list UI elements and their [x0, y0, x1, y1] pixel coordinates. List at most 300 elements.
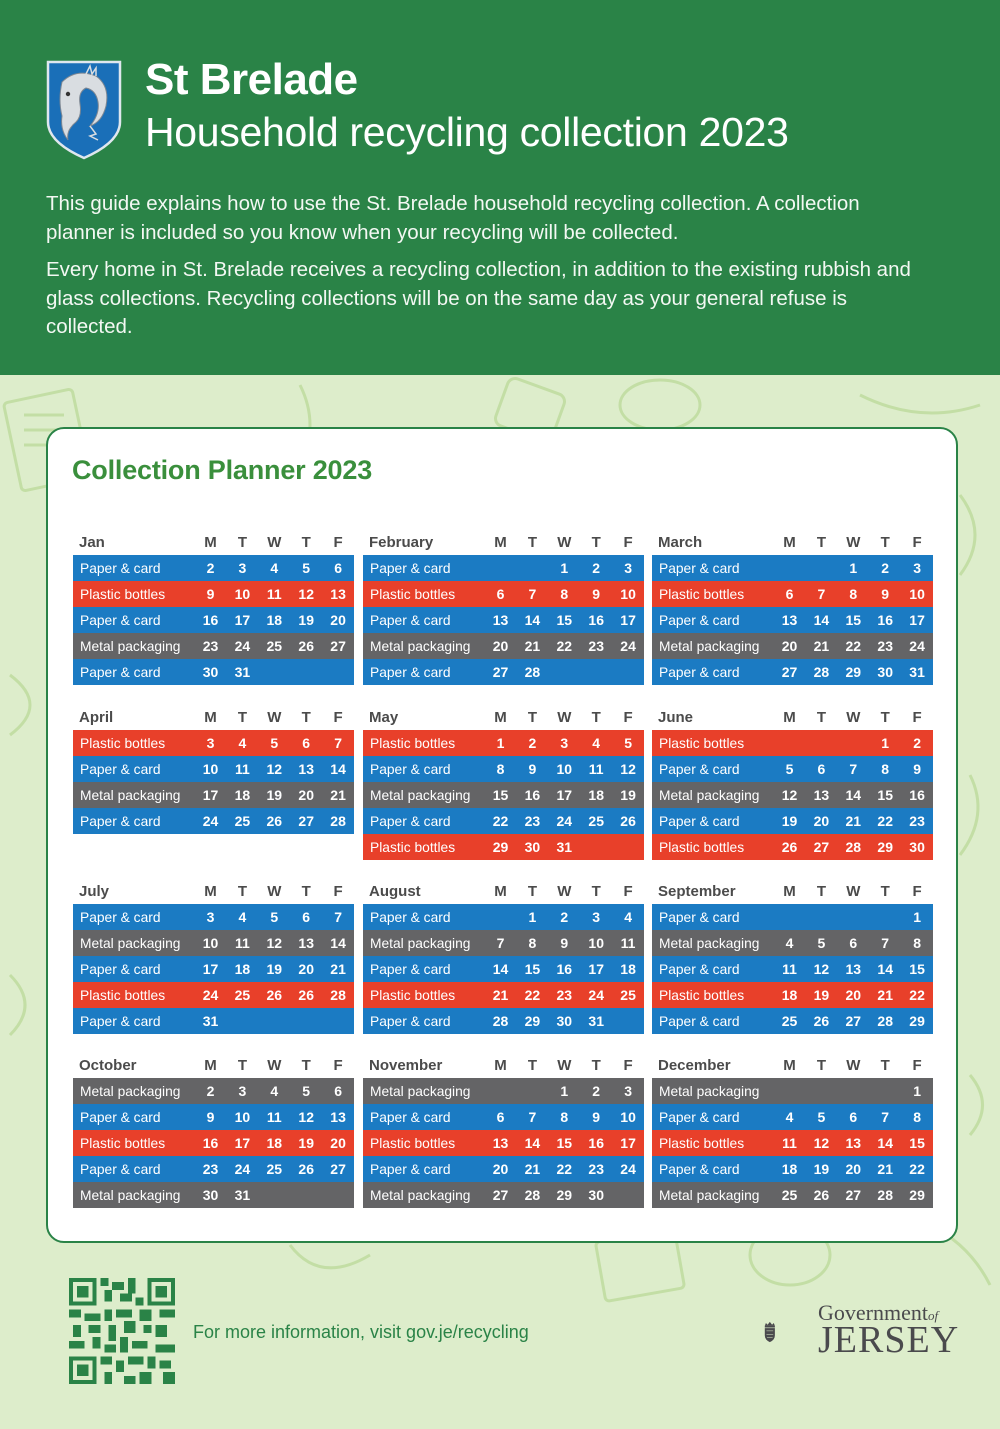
day-cell: 7 [496, 935, 505, 951]
day-cell: 11 [588, 761, 604, 777]
weekday-header: F [333, 533, 343, 551]
day-cell: 1 [913, 1083, 921, 1099]
day-cell: 9 [560, 935, 569, 951]
day-cell: 30 [202, 664, 219, 680]
weekday-header: M [783, 1056, 796, 1074]
collection-type-label: Plastic bottles [659, 1135, 745, 1151]
day-cell: 2 [592, 560, 601, 576]
collection-week-row [363, 607, 644, 633]
weekday-header: W [846, 1056, 861, 1074]
government-of-jersey-crest-icon [762, 1292, 818, 1372]
day-cell: 16 [877, 612, 893, 628]
collection-type-label: Plastic bottles [659, 735, 745, 751]
collection-week-row [652, 756, 933, 782]
collection-type-label: Paper & card [370, 961, 451, 977]
day-cell: 19 [298, 1135, 314, 1151]
day-cell: 5 [302, 560, 311, 576]
weekday-header: F [333, 882, 343, 900]
collection-type-label: Paper & card [370, 664, 451, 680]
day-cell: 9 [206, 1109, 215, 1125]
collection-week-row [652, 1130, 933, 1156]
day-cell: 6 [496, 586, 505, 602]
day-cell: 18 [781, 1161, 798, 1177]
day-cell: 9 [592, 586, 601, 602]
weekday-header: T [816, 708, 826, 726]
day-cell: 6 [849, 1109, 858, 1125]
day-cell: 28 [524, 664, 541, 680]
collection-week-row [652, 607, 933, 633]
month-november [363, 1052, 644, 1208]
weekday-header: M [494, 1056, 507, 1074]
day-cell: 26 [813, 1013, 830, 1029]
day-cell: 16 [588, 612, 604, 628]
weekday-header: W [846, 708, 861, 726]
collection-week-row [652, 730, 933, 756]
collection-type-label: Paper & card [370, 909, 451, 925]
collection-type-label: Plastic bottles [370, 1135, 456, 1151]
weekday-header: F [623, 1056, 633, 1074]
collection-type-label: Paper & card [80, 1013, 161, 1029]
day-cell: 10 [620, 586, 636, 602]
day-cell: 14 [877, 1135, 893, 1151]
collection-type-label: Plastic bottles [370, 987, 456, 1003]
day-cell: 14 [492, 961, 509, 977]
collection-type-label: Metal packaging [80, 935, 181, 951]
collection-week-row [363, 756, 644, 782]
day-cell: 20 [492, 1161, 509, 1177]
day-cell: 28 [877, 1187, 893, 1203]
day-cell: 14 [330, 935, 346, 951]
day-cell: 1 [496, 735, 505, 751]
collection-type-label: Paper & card [370, 560, 451, 576]
month-name: Jan [79, 533, 105, 551]
collection-week-row [73, 982, 354, 1008]
weekday-header: T [880, 533, 890, 551]
collection-type-label: Metal packaging [80, 1083, 181, 1099]
month-header [73, 1052, 354, 1078]
collection-type-label: Paper & card [659, 1161, 740, 1177]
day-cell: 11 [620, 935, 636, 951]
collection-week-row [73, 1008, 354, 1034]
weekday-header: T [880, 1056, 890, 1074]
month-header [363, 704, 644, 730]
collection-week-row [73, 782, 354, 808]
day-cell: 15 [556, 612, 573, 628]
day-cell: 25 [588, 813, 604, 829]
day-cell: 18 [781, 987, 798, 1003]
day-cell: 22 [556, 1161, 573, 1177]
collection-week-row [73, 1104, 354, 1130]
gov-logo-of: of [927, 1308, 939, 1323]
weekday-header: T [301, 882, 311, 900]
day-cell: 12 [298, 1109, 314, 1125]
day-cell: 10 [620, 1109, 636, 1125]
day-cell: 19 [266, 961, 283, 977]
day-cell: 9 [881, 586, 890, 602]
weekday-header: W [846, 533, 861, 551]
day-cell: 6 [302, 735, 311, 751]
qr-code-icon[interactable] [68, 1278, 176, 1384]
month-october [73, 1052, 354, 1208]
day-cell: 2 [206, 560, 215, 576]
day-cell: 29 [556, 1187, 573, 1203]
day-cell: 19 [813, 987, 830, 1003]
collection-week-row [652, 782, 933, 808]
collection-type-label: Paper & card [370, 761, 451, 777]
month-name: October [79, 1056, 137, 1074]
collection-week-row [652, 1104, 933, 1130]
day-cell: 28 [330, 987, 346, 1003]
collection-week-row [652, 1156, 933, 1182]
collection-week-row [73, 808, 354, 834]
day-cell: 29 [909, 1187, 925, 1203]
collection-type-label: Paper & card [80, 813, 161, 829]
collection-type-label: Paper & card [80, 560, 161, 576]
day-cell: 24 [588, 987, 604, 1003]
day-cell: 31 [234, 1187, 251, 1203]
day-cell: 12 [266, 761, 283, 777]
collection-week-row [363, 1078, 644, 1104]
collection-type-label: Paper & card [370, 1161, 451, 1177]
collection-type-label: Plastic bottles [80, 987, 166, 1003]
collection-week-row [363, 1130, 644, 1156]
day-cell: 21 [524, 1161, 541, 1177]
day-cell: 19 [781, 813, 798, 829]
day-cell: 1 [881, 735, 890, 751]
weekday-header: F [623, 882, 633, 900]
day-cell: 4 [592, 735, 601, 751]
weekday-header: T [527, 1056, 537, 1074]
day-cell: 1 [560, 560, 569, 576]
collection-week-row [73, 1078, 354, 1104]
day-cell: 30 [909, 839, 925, 855]
gov-logo-government: Government [818, 1300, 928, 1325]
weekday-header: F [333, 708, 343, 726]
day-cell: 17 [234, 1135, 251, 1151]
day-cell: 28 [330, 813, 346, 829]
weekday-header: W [557, 708, 572, 726]
day-cell: 4 [238, 735, 247, 751]
day-cell: 3 [206, 909, 215, 925]
day-cell: 27 [845, 1013, 862, 1029]
day-cell: 25 [234, 813, 251, 829]
day-cell: 18 [234, 787, 251, 803]
day-cell: 23 [202, 638, 219, 654]
collection-type-label: Paper & card [370, 813, 451, 829]
day-cell: 27 [781, 664, 798, 680]
collection-type-label: Paper & card [659, 909, 740, 925]
day-cell: 20 [330, 1135, 346, 1151]
month-august [363, 878, 644, 1034]
day-cell: 10 [202, 935, 219, 951]
day-cell: 26 [298, 987, 314, 1003]
day-cell: 4 [785, 1109, 794, 1125]
collection-week-row [73, 1182, 354, 1208]
day-cell: 4 [238, 909, 247, 925]
collection-type-label: Paper & card [659, 961, 740, 977]
weekday-header: T [301, 1056, 311, 1074]
day-cell: 18 [234, 961, 251, 977]
month-header [363, 1052, 644, 1078]
day-cell: 5 [624, 735, 632, 751]
day-cell: 10 [234, 1109, 251, 1125]
month-name: June [658, 708, 694, 726]
collection-week-row [73, 633, 354, 659]
day-cell: 15 [845, 612, 862, 628]
day-cell: 11 [266, 1109, 282, 1125]
gov-logo-line2: JERSEY [818, 1319, 960, 1361]
collection-week-row [652, 930, 933, 956]
day-cell: 22 [492, 813, 509, 829]
day-cell: 20 [845, 1161, 862, 1177]
day-cell: 26 [298, 1161, 314, 1177]
month-header [652, 878, 933, 904]
day-cell: 1 [849, 560, 858, 576]
collection-week-row [363, 808, 644, 834]
day-cell: 20 [845, 987, 862, 1003]
collection-type-label: Paper & card [80, 1161, 161, 1177]
day-cell: 23 [588, 1161, 604, 1177]
collection-week-row [363, 1008, 644, 1034]
weekday-header: T [591, 708, 601, 726]
weekday-header: T [301, 708, 311, 726]
collection-week-row [652, 808, 933, 834]
weekday-header: W [267, 882, 282, 900]
collection-week-row [73, 1156, 354, 1182]
hero-banner [0, 0, 1000, 375]
weekday-header: F [623, 708, 633, 726]
day-cell: 12 [781, 787, 798, 803]
planner-title: Collection Planner 2023 [72, 455, 373, 485]
day-cell: 29 [524, 1013, 541, 1029]
collection-type-label: Paper & card [80, 961, 161, 977]
weekday-header: T [237, 533, 247, 551]
intro-text [46, 190, 926, 351]
day-cell: 10 [909, 586, 925, 602]
collection-week-row [652, 555, 933, 581]
day-cell: 3 [206, 735, 215, 751]
day-cell: 7 [528, 1109, 537, 1125]
day-cell: 6 [302, 909, 311, 925]
day-cell: 25 [266, 638, 283, 654]
weekday-header: W [557, 533, 572, 551]
day-cell: 3 [624, 1083, 632, 1099]
day-cell: 7 [817, 586, 826, 602]
day-cell: 2 [881, 560, 890, 576]
day-cell: 12 [620, 761, 636, 777]
day-cell: 16 [202, 612, 219, 628]
day-cell: 14 [524, 612, 541, 628]
collection-type-label: Paper & card [80, 612, 161, 628]
collection-type-label: Paper & card [659, 664, 740, 680]
collection-type-label: Metal packaging [80, 638, 181, 654]
month-april [73, 704, 354, 834]
day-cell: 17 [202, 961, 219, 977]
day-cell: 25 [266, 1161, 283, 1177]
collection-type-label: Metal packaging [370, 1187, 471, 1203]
month-december [652, 1052, 933, 1208]
weekday-header: T [816, 1056, 826, 1074]
weekday-header: W [557, 1056, 572, 1074]
day-cell: 12 [266, 935, 283, 951]
day-cell: 19 [813, 1161, 830, 1177]
month-name: April [79, 708, 114, 726]
month-header [652, 704, 933, 730]
day-cell: 8 [496, 761, 505, 777]
day-cell: 16 [556, 961, 573, 977]
day-cell: 2 [592, 1083, 601, 1099]
collection-week-row [73, 904, 354, 930]
collection-week-row [363, 956, 644, 982]
more-info-link[interactable]: For more information, visit gov.je/recycling [193, 1322, 529, 1342]
day-cell: 5 [270, 735, 279, 751]
day-cell: 26 [266, 813, 283, 829]
weekday-header: W [267, 533, 282, 551]
intro-paragraph: Every home in St. Brelade receives a recycling collection, in addition to the existing rubbish and glass collections. Recycling collections will be on the same day as your general refuse is collected. [46, 258, 911, 338]
day-cell: 12 [813, 961, 830, 977]
weekday-header: T [237, 882, 247, 900]
weekday-header: T [527, 533, 537, 551]
collection-type-label: Paper & card [370, 612, 451, 628]
day-cell: 28 [877, 1013, 893, 1029]
collection-week-row [652, 1008, 933, 1034]
weekday-header: F [912, 708, 922, 726]
month-may [363, 704, 644, 860]
collection-week-row [73, 581, 354, 607]
collection-type-label: Paper & card [659, 612, 740, 628]
day-cell: 21 [330, 961, 346, 977]
day-cell: 17 [620, 612, 636, 628]
collection-week-row [363, 633, 644, 659]
day-cell: 26 [813, 1187, 830, 1203]
day-cell: 27 [813, 839, 830, 855]
day-cell: 5 [270, 909, 279, 925]
weekday-header: F [912, 533, 922, 551]
day-cell: 22 [845, 638, 862, 654]
day-cell: 28 [524, 1187, 541, 1203]
day-cell: 10 [588, 935, 604, 951]
day-cell: 16 [524, 787, 541, 803]
collection-week-row [363, 1156, 644, 1182]
day-cell: 21 [330, 787, 346, 803]
day-cell: 21 [877, 987, 893, 1003]
day-cell: 20 [298, 787, 314, 803]
weekday-header: M [494, 882, 507, 900]
day-cell: 6 [817, 761, 826, 777]
collection-week-row [363, 555, 644, 581]
day-cell: 3 [913, 560, 921, 576]
day-cell: 30 [202, 1187, 219, 1203]
day-cell: 13 [330, 586, 346, 602]
day-cell: 20 [813, 813, 830, 829]
day-cell: 29 [845, 664, 862, 680]
month-name: August [369, 882, 421, 900]
day-cell: 11 [235, 935, 250, 951]
day-cell: 14 [524, 1135, 541, 1151]
day-cell: 9 [913, 761, 921, 777]
weekday-header: M [783, 708, 796, 726]
month-name: December [658, 1056, 731, 1074]
collection-week-row [73, 730, 354, 756]
day-cell: 23 [909, 813, 925, 829]
day-cell: 14 [877, 961, 893, 977]
day-cell: 13 [813, 787, 830, 803]
day-cell: 17 [620, 1135, 636, 1151]
collection-week-row [73, 930, 354, 956]
collection-type-label: Paper & card [370, 1013, 451, 1029]
day-cell: 21 [845, 813, 862, 829]
collection-type-label: Paper & card [659, 560, 740, 576]
day-cell: 25 [234, 987, 251, 1003]
month-name: November [369, 1056, 443, 1074]
month-march [652, 529, 933, 685]
day-cell: 23 [524, 813, 541, 829]
day-cell: 3 [238, 1083, 247, 1099]
month-july [73, 878, 354, 1034]
collection-week-row [363, 904, 644, 930]
day-cell: 21 [524, 638, 541, 654]
day-cell: 18 [588, 787, 604, 803]
day-cell: 16 [202, 1135, 219, 1151]
day-cell: 3 [560, 735, 569, 751]
day-cell: 17 [909, 612, 925, 628]
collection-week-row [652, 633, 933, 659]
day-cell: 20 [781, 638, 798, 654]
weekday-header: T [880, 708, 890, 726]
day-cell: 24 [234, 1161, 251, 1177]
day-cell: 30 [877, 664, 893, 680]
collection-type-label: Plastic bottles [659, 586, 745, 602]
day-cell: 28 [492, 1013, 509, 1029]
collection-type-label: Metal packaging [80, 1187, 181, 1203]
weekday-header: T [591, 1056, 601, 1074]
collection-type-label: Plastic bottles [80, 586, 166, 602]
day-cell: 27 [298, 813, 314, 829]
weekday-header: M [494, 533, 507, 551]
day-cell: 26 [620, 813, 636, 829]
day-cell: 25 [781, 1013, 798, 1029]
weekday-header: W [557, 882, 572, 900]
day-cell: 27 [845, 1187, 862, 1203]
collection-planner-card [46, 427, 958, 1243]
day-cell: 1 [528, 909, 537, 925]
collection-week-row [652, 1182, 933, 1208]
day-cell: 19 [620, 787, 636, 803]
day-cell: 27 [492, 664, 509, 680]
month-jan [73, 529, 354, 685]
collection-week-row [363, 581, 644, 607]
day-cell: 7 [849, 761, 858, 777]
day-cell: 10 [202, 761, 219, 777]
day-cell: 29 [909, 1013, 925, 1029]
day-cell: 3 [592, 909, 601, 925]
day-cell: 10 [556, 761, 573, 777]
day-cell: 6 [334, 1083, 342, 1099]
day-cell: 6 [785, 586, 794, 602]
weekday-header: M [494, 708, 507, 726]
day-cell: 8 [913, 935, 921, 951]
collection-week-row [363, 782, 644, 808]
day-cell: 20 [330, 612, 346, 628]
day-cell: 25 [620, 987, 636, 1003]
day-cell: 15 [909, 1135, 925, 1151]
day-cell: 13 [492, 1135, 509, 1151]
weekday-header: F [623, 533, 633, 551]
month-name: May [369, 708, 399, 726]
collection-week-row [363, 1104, 644, 1130]
day-cell: 27 [330, 1161, 346, 1177]
day-cell: 5 [302, 1083, 311, 1099]
